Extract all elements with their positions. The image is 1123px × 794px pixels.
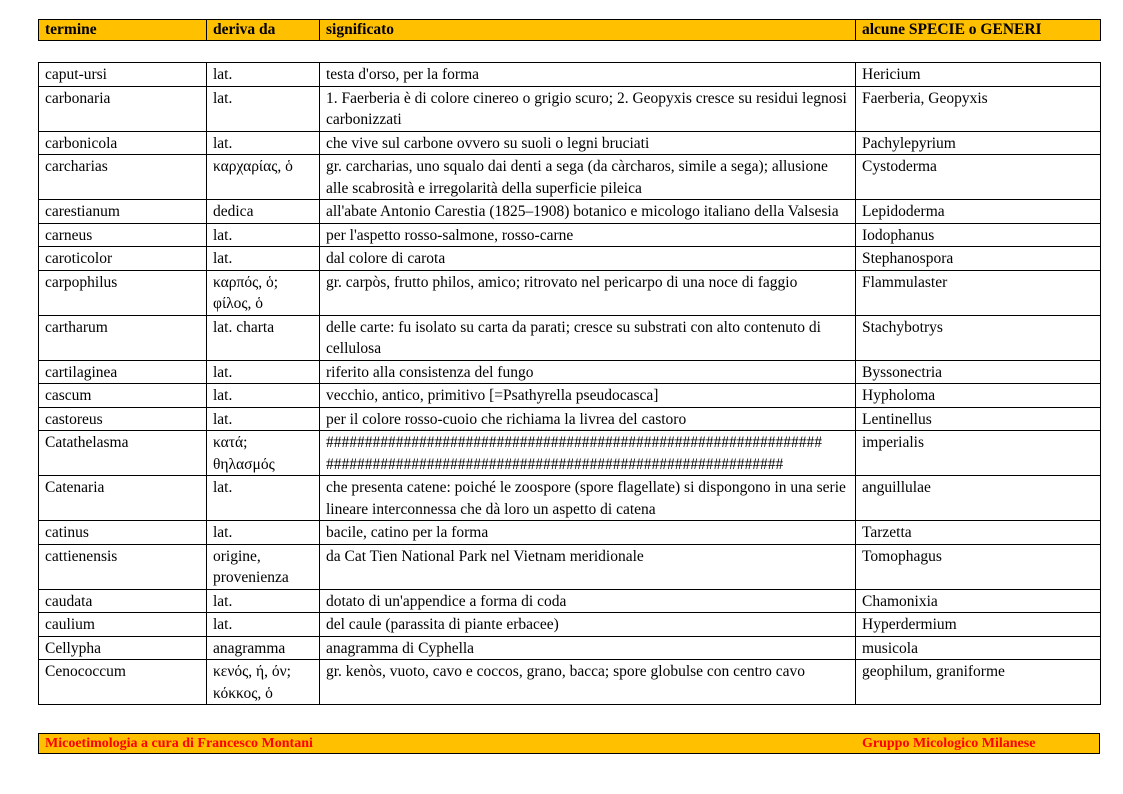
- cell-significato: 1. Faerberia è di colore cinereo o grigio scuro; 2. Geopyxis cresce su residui legnosi carbonizzati: [320, 86, 856, 131]
- cell-termine: castoreus: [39, 407, 207, 431]
- cell-significato: dal colore di carota: [320, 247, 856, 271]
- cell-deriva-da: lat.: [207, 476, 320, 521]
- cell-specie: Stephanospora: [856, 247, 1101, 271]
- cell-termine: cartharum: [39, 315, 207, 360]
- table-row: [39, 431, 1101, 476]
- table-row: [39, 155, 1101, 200]
- table-row: [39, 315, 1101, 360]
- cell-significato: del caule (parassita di piante erbacee): [320, 613, 856, 637]
- cell-deriva-da: lat.: [207, 613, 320, 637]
- cell-termine: carcharias: [39, 155, 207, 200]
- table-row: [39, 544, 1101, 589]
- cell-specie: Flammulaster: [856, 270, 1101, 315]
- table-row: [39, 521, 1101, 545]
- cell-specie: Hypholoma: [856, 384, 1101, 408]
- cell-significato: che vive sul carbone ovvero su suoli o legni bruciati: [320, 131, 856, 155]
- cell-deriva-da: lat.: [207, 360, 320, 384]
- footer-author: Micoetimologia a cura di Francesco Montani: [45, 736, 313, 751]
- cell-significato: anagramma di Cyphella: [320, 636, 856, 660]
- cell-specie: Lentinellus: [856, 407, 1101, 431]
- cell-significato: gr. carpòs, frutto philos, amico; ritrovato nel pericarpo di una noce di faggio: [320, 270, 856, 315]
- cell-significato: gr. kenòs, vuoto, cavo e coccos, grano, bacca; spore globulse con centro cavo: [320, 660, 856, 705]
- cell-specie: Faerberia, Geopyxis: [856, 86, 1101, 131]
- cell-significato: riferito alla consistenza del fungo: [320, 360, 856, 384]
- table-row: [39, 247, 1101, 271]
- cell-specie: Chamonixia: [856, 589, 1101, 613]
- cell-specie: Hyperdermium: [856, 613, 1101, 637]
- cell-termine: Cenococcum: [39, 660, 207, 705]
- cell-specie: Byssonectria: [856, 360, 1101, 384]
- cell-termine: caulium: [39, 613, 207, 637]
- cell-deriva-da: anagramma: [207, 636, 320, 660]
- cell-termine: carbonaria: [39, 86, 207, 131]
- cell-significato: da Cat Tien National Park nel Vietnam meridionale: [320, 544, 856, 589]
- table-row: [39, 270, 1101, 315]
- header-row: [39, 20, 1101, 41]
- table-row: [39, 86, 1101, 131]
- cell-deriva-da: lat.: [207, 384, 320, 408]
- cell-termine: caudata: [39, 589, 207, 613]
- cell-specie: musicola: [856, 636, 1101, 660]
- cell-specie: Stachybotrys: [856, 315, 1101, 360]
- cell-significato: delle carte: fu isolato su carta da parati; cresce su substrati con alto contenuto di cellulosa: [320, 315, 856, 360]
- table-row: [39, 660, 1101, 705]
- cell-termine: carestianum: [39, 200, 207, 224]
- table-row: [39, 384, 1101, 408]
- cell-significato: che presenta catene: poiché le zoospore (spore flagellate) si dispongono in una serie lineare interconnessa che dà loro un aspetto di catena: [320, 476, 856, 521]
- header-row-table: [38, 19, 1101, 41]
- cell-significato: per il colore rosso-cuoio che richiama la livrea del castoro: [320, 407, 856, 431]
- table-row: [39, 476, 1101, 521]
- cell-specie: Cystoderma: [856, 155, 1101, 200]
- cell-deriva-da: lat.: [207, 63, 320, 87]
- table-row: [39, 223, 1101, 247]
- cell-specie: geophilum, graniforme: [856, 660, 1101, 705]
- cell-specie: Tarzetta: [856, 521, 1101, 545]
- cell-deriva-da: origine, provenienza: [207, 544, 320, 589]
- footer-group: Gruppo Micologico Milanese: [862, 736, 1036, 751]
- cell-deriva-da: lat. charta: [207, 315, 320, 360]
- cell-deriva-da: lat.: [207, 521, 320, 545]
- cell-specie: Pachylepyrium: [856, 131, 1101, 155]
- cell-specie: anguillulae: [856, 476, 1101, 521]
- header-termine: termine: [39, 20, 207, 41]
- cell-termine: cascum: [39, 384, 207, 408]
- table-row: [39, 131, 1101, 155]
- cell-deriva-da: καρχαρίας, ὁ: [207, 155, 320, 200]
- table-row: [39, 613, 1101, 637]
- cell-significato: testa d'orso, per la forma: [320, 63, 856, 87]
- glossary-rows: [39, 63, 1101, 705]
- cell-termine: Catathelasma: [39, 431, 207, 476]
- cell-significato: bacile, catino per la forma: [320, 521, 856, 545]
- cell-specie: imperialis: [856, 431, 1101, 476]
- cell-termine: carbonicola: [39, 131, 207, 155]
- cell-termine: caroticolor: [39, 247, 207, 271]
- cell-deriva-da: κενός, ή, όν; κόκκος, ὁ: [207, 660, 320, 705]
- cell-specie: Tomophagus: [856, 544, 1101, 589]
- cell-significato: ################################################################ ###########################################################: [320, 431, 856, 476]
- table-row: [39, 63, 1101, 87]
- cell-significato: per l'aspetto rosso-salmone, rosso-carne: [320, 223, 856, 247]
- cell-deriva-da: κατά; θηλασμός: [207, 431, 320, 476]
- cell-deriva-da: lat.: [207, 407, 320, 431]
- table-row: [39, 589, 1101, 613]
- cell-termine: Cellypha: [39, 636, 207, 660]
- table-row: [39, 360, 1101, 384]
- cell-termine: carneus: [39, 223, 207, 247]
- cell-termine: cartilaginea: [39, 360, 207, 384]
- cell-deriva-da: lat.: [207, 589, 320, 613]
- cell-deriva-da: καρπός, ὁ; φίλος, ὁ: [207, 270, 320, 315]
- cell-specie: Lepidoderma: [856, 200, 1101, 224]
- header-deriva-da: deriva da: [207, 20, 320, 41]
- cell-termine: catinus: [39, 521, 207, 545]
- table-row: [39, 636, 1101, 660]
- table-row: [39, 407, 1101, 431]
- header-significato: significato: [320, 20, 856, 41]
- cell-termine: carpophilus: [39, 270, 207, 315]
- footer-bar: [38, 733, 1100, 754]
- cell-deriva-da: lat.: [207, 247, 320, 271]
- cell-deriva-da: lat.: [207, 131, 320, 155]
- cell-termine: caput-ursi: [39, 63, 207, 87]
- cell-termine: cattienensis: [39, 544, 207, 589]
- cell-deriva-da: dedica: [207, 200, 320, 224]
- cell-significato: all'abate Antonio Carestia (1825–1908) botanico e micologo italiano della Valsesia: [320, 200, 856, 224]
- cell-specie: Hericium: [856, 63, 1101, 87]
- table-row: [39, 200, 1101, 224]
- cell-termine: Catenaria: [39, 476, 207, 521]
- cell-significato: dotato di un'appendice a forma di coda: [320, 589, 856, 613]
- cell-significato: vecchio, antico, primitivo [=Psathyrella pseudocasca]: [320, 384, 856, 408]
- cell-deriva-da: lat.: [207, 86, 320, 131]
- cell-significato: gr. carcharias, uno squalo dai denti a sega (da càrcharos, simile a sega); allusione alle scabrosità e irregolarità della superficie pileica: [320, 155, 856, 200]
- glossary-table: [38, 62, 1101, 705]
- cell-specie: Iodophanus: [856, 223, 1101, 247]
- header-specie-generi: alcune SPECIE o GENERI: [856, 20, 1101, 41]
- cell-deriva-da: lat.: [207, 223, 320, 247]
